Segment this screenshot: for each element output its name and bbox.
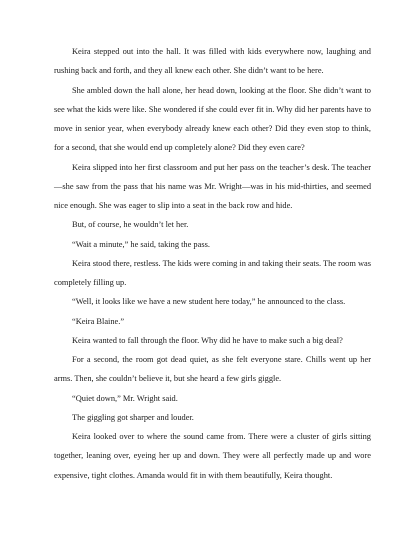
paragraph: “Keira Blaine.” [72,316,125,326]
body-text [54,42,371,485]
paragraph: Keira looked over to where the sound came from. There were a cluster of girls sitting together, leaning over, eyeing her up and down. They were all perfectly made up and wore expensive, tight clothes. Amanda would fit in with them beautifully, Keira thought. [54,432,371,480]
paragraph: “Well, it looks like we have a new student here today,” he announced to the class. [72,297,346,307]
paragraph: The giggling got sharper and louder. [72,412,194,422]
paragraph: But, of course, he wouldn’t let her. [72,220,189,230]
paragraph: Keira slipped into her first classroom and put her pass on the teacher’s desk. The teacher—she saw from the pass that his name was Mr. Wright—was in his mid-thirties, and seemed nice enough. She was eager to slip into a seat in the back row and hide. [54,162,371,210]
paragraph: “Wait a minute,” he said, taking the pass. [72,239,210,249]
paragraph: Keira stepped out into the hall. It was filled with kids everywhere now, laughing and rushing back and forth, and they all knew each other. She didn’t want to be here. [54,47,371,76]
paragraph: She ambled down the hall alone, her head down, looking at the floor. She didn’t want to see what the kids were like. She wondered if she could ever fit in. Why did her parents have to move in senior year, when everybody already knew each other? Did they even stop to think, for a second, that she would end up completely alone? Did they even care? [54,85,371,153]
paragraph: For a second, the room got dead quiet, as she felt everyone stare. Chills went up her arms. Then, she couldn’t believe it, but she heard a few girls giggle. [54,355,371,384]
paragraph: Keira wanted to fall through the floor. Why did he have to make such a big deal? [72,335,343,345]
paragraph: Keira stood there, restless. The kids were coming in and taking their seats. The room was completely filling up. [54,258,371,287]
paragraph: “Quiet down,” Mr. Wright said. [72,393,178,403]
